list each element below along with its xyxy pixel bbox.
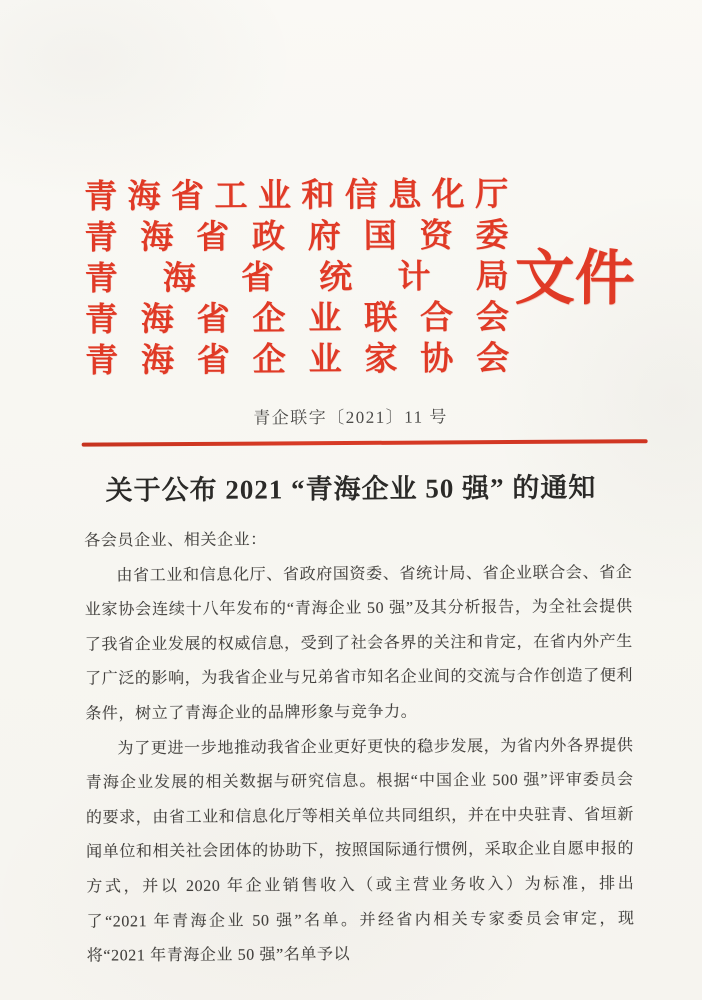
letterhead	[84, 175, 635, 383]
document-reference-number: 青企联字〔2021〕11 号	[253, 407, 448, 428]
letterhead-org-line-2: 青海省政府国资委	[84, 218, 509, 257]
letterhead-org-line-1: 青海省工业和信息化厅	[84, 177, 509, 216]
letterhead-document-word: 文件	[514, 245, 635, 312]
letterhead-org-line-5: 青海省企业家协会	[85, 341, 510, 380]
letterhead-org-line-3: 青海省统计局	[84, 259, 509, 298]
document-body	[84, 521, 635, 974]
body-paragraph-1: 由省工业和信息化厅、省政府国资委、省统计局、省企业联合会、省企业家协会连续十八年发布的“青海企业 50 强”及其分析报告，为全社会提供了我省企业发展的权威信息，受到了社会各界的关注和肯定，在省内外产生了广泛的影响，为我省企业与兄弟省市知名企业间的交流与合作创造了便利条件，树立了青海企业的品牌形象与竞争力。	[84, 563, 634, 723]
letterhead-org-line-4: 青海省企业联合会	[84, 300, 510, 339]
red-divider-line	[82, 439, 648, 446]
body-paragraph-2: 为了更进一步地推动我省企业更好更快的稳步发展，为省内外各界提供青海企业发展的相关数据与研究信息。根据“中国企业 500 强”评审委员会的要求，由省工业和信息化厅等相关单位共同组织，并在中央驻青、省垣新闻单位和相关社会团体的协助下，按照国际通行惯例，采取企业自愿申报的方式，并以 2020 年企业销售收入（或主营业务收入）为标准，排出了“2021 年青海企业 50 强”名单。并经省内相关专家委员会审定，现将“2021 年青海企业 50 强”名单予以	[85, 736, 635, 965]
salutation: 各会员企业、相关企业：	[84, 531, 267, 550]
document-title: 关于公布 2021 “青海企业 50 强” 的通知	[105, 472, 597, 506]
